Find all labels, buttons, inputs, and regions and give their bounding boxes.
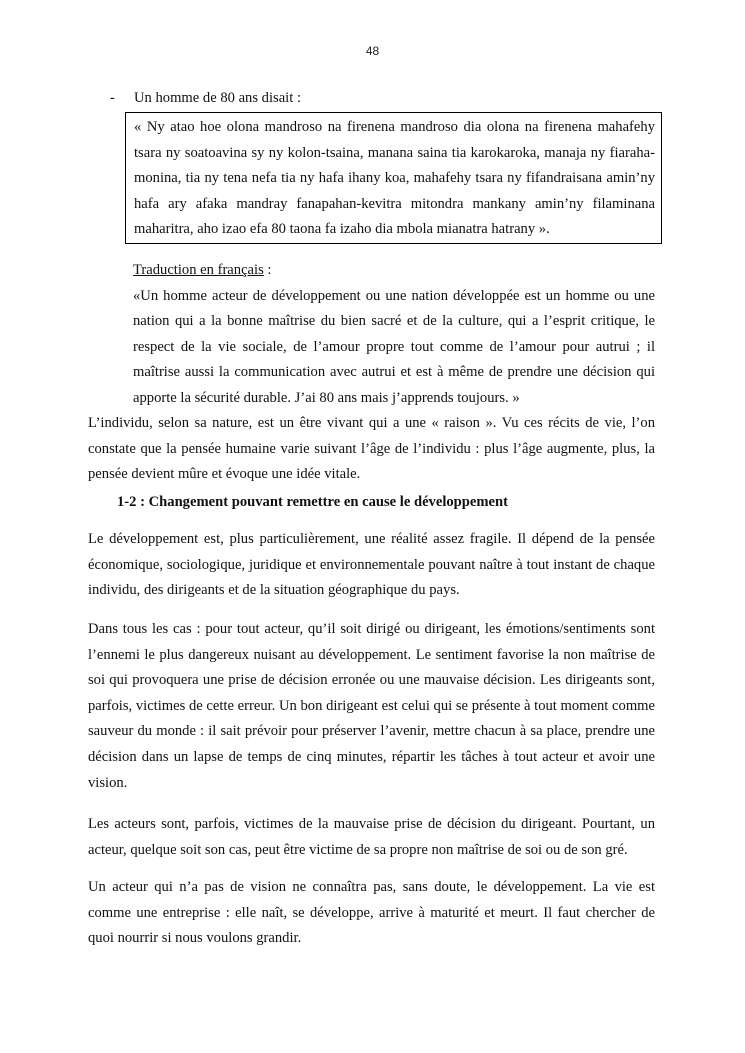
malagasy-quote-text: « Ny atao hoe olona mandroso na firenena mandroso dia olona na firenena mahafehy tsara ny soatoavina sy ny kolon-tsaina, manana saina tia karokaroka, manaja ny fiaraha-monina, tia ny tena nefa tia ny hafa ihany koa, mahafehy tsara ny fifandraisana amin’ny hafa ary afaka mandray fanapahan-kevitra mitondra mankany amin’ny filaminana maharitra, aho izao efa 80 taona fa izaho dia mbola mianatra hatrany ». [134,119,655,238]
section-heading-1-2: 1-2 : Changement pouvant remettre en cause le développement [117,494,509,510]
translation-colon: : [263,262,272,278]
translation-text: «Un homme acteur de développement ou une nation développée est un homme ou une nation qui a la bonne maîtrise du bien sacré et de la culture, qui a l’esprit critique, le respect de la vie sociale, de l’amour propre tout comme de l’amour pour autrui ; il maîtrise aussi la communication avec autrui et est à même de prendre une décision qui apporte la sécurité durable. J’ai 80 ans mais j’apprends toujours. » [133,287,655,406]
paragraph-developpement: Le développement est, plus particulièrement, une réalité assez fragile. Il dépend de la pensée économique, sociologique, juridique et environnementale pouvant naître à tout instant de chaque individu, des dirigeants et de la situation géographique du pays. [88,531,655,599]
paragraph-acteurs: Les acteurs sont, parfois, victimes de la mauvaise prise de décision du dirigeant. Pourtant, un acteur, quelque soit son cas, peut être victime de sa propre non maîtrise de soi ou de son gré. [88,816,655,858]
paragraph-vision: Un acteur qui n’a pas de vision ne connaîtra pas, sans doute, le développement. La vie est comme une entreprise : elle naît, se développe, arrive à maturité et meurt. Il faut chercher de quoi nourrir si nous voulons grandir. [88,879,655,947]
translation-block [133,258,655,412]
paragraph-individu: L’individu, selon sa nature, est un être vivant qui a une « raison ». Vu ces récits de vie, l’on constate que la pensée humaine varie suivant l’âge de l’individu : plus l’âge augmente, plus, la pensée devient mûre et évoque une idée vitale. [88,415,655,483]
malagasy-quote-box [125,112,662,244]
bullet-dash: - [110,90,115,106]
translation-label: Traduction en français [133,262,264,278]
paragraph-emotions: Dans tous les cas : pour tout acteur, qu’il soit dirigé ou dirigeant, les émotions/sentiments sont l’ennemi le plus dangereux nuisant au développement. Le sentiment favorise la non maîtrise de soi qui provoquera une prise de décision erronée ou une mauvaise décision. Les dirigeants sont, parfois, victimes de cette erreur. Un bon dirigeant est celui qui se présente à tout moment comme sauveur du monde : il sait prévoir pour préserver l’avenir, mettre chacun à sa place, prendre une décision dans un lapse de temps de cinq minutes, répartir les tâches à tout acteur et avoir une vision. [88,621,655,791]
page-number: 48 [365,44,380,58]
translation-heading [133,258,655,284]
bullet-intro [110,88,301,108]
bullet-text: Un homme de 80 ans disait : [134,90,301,106]
